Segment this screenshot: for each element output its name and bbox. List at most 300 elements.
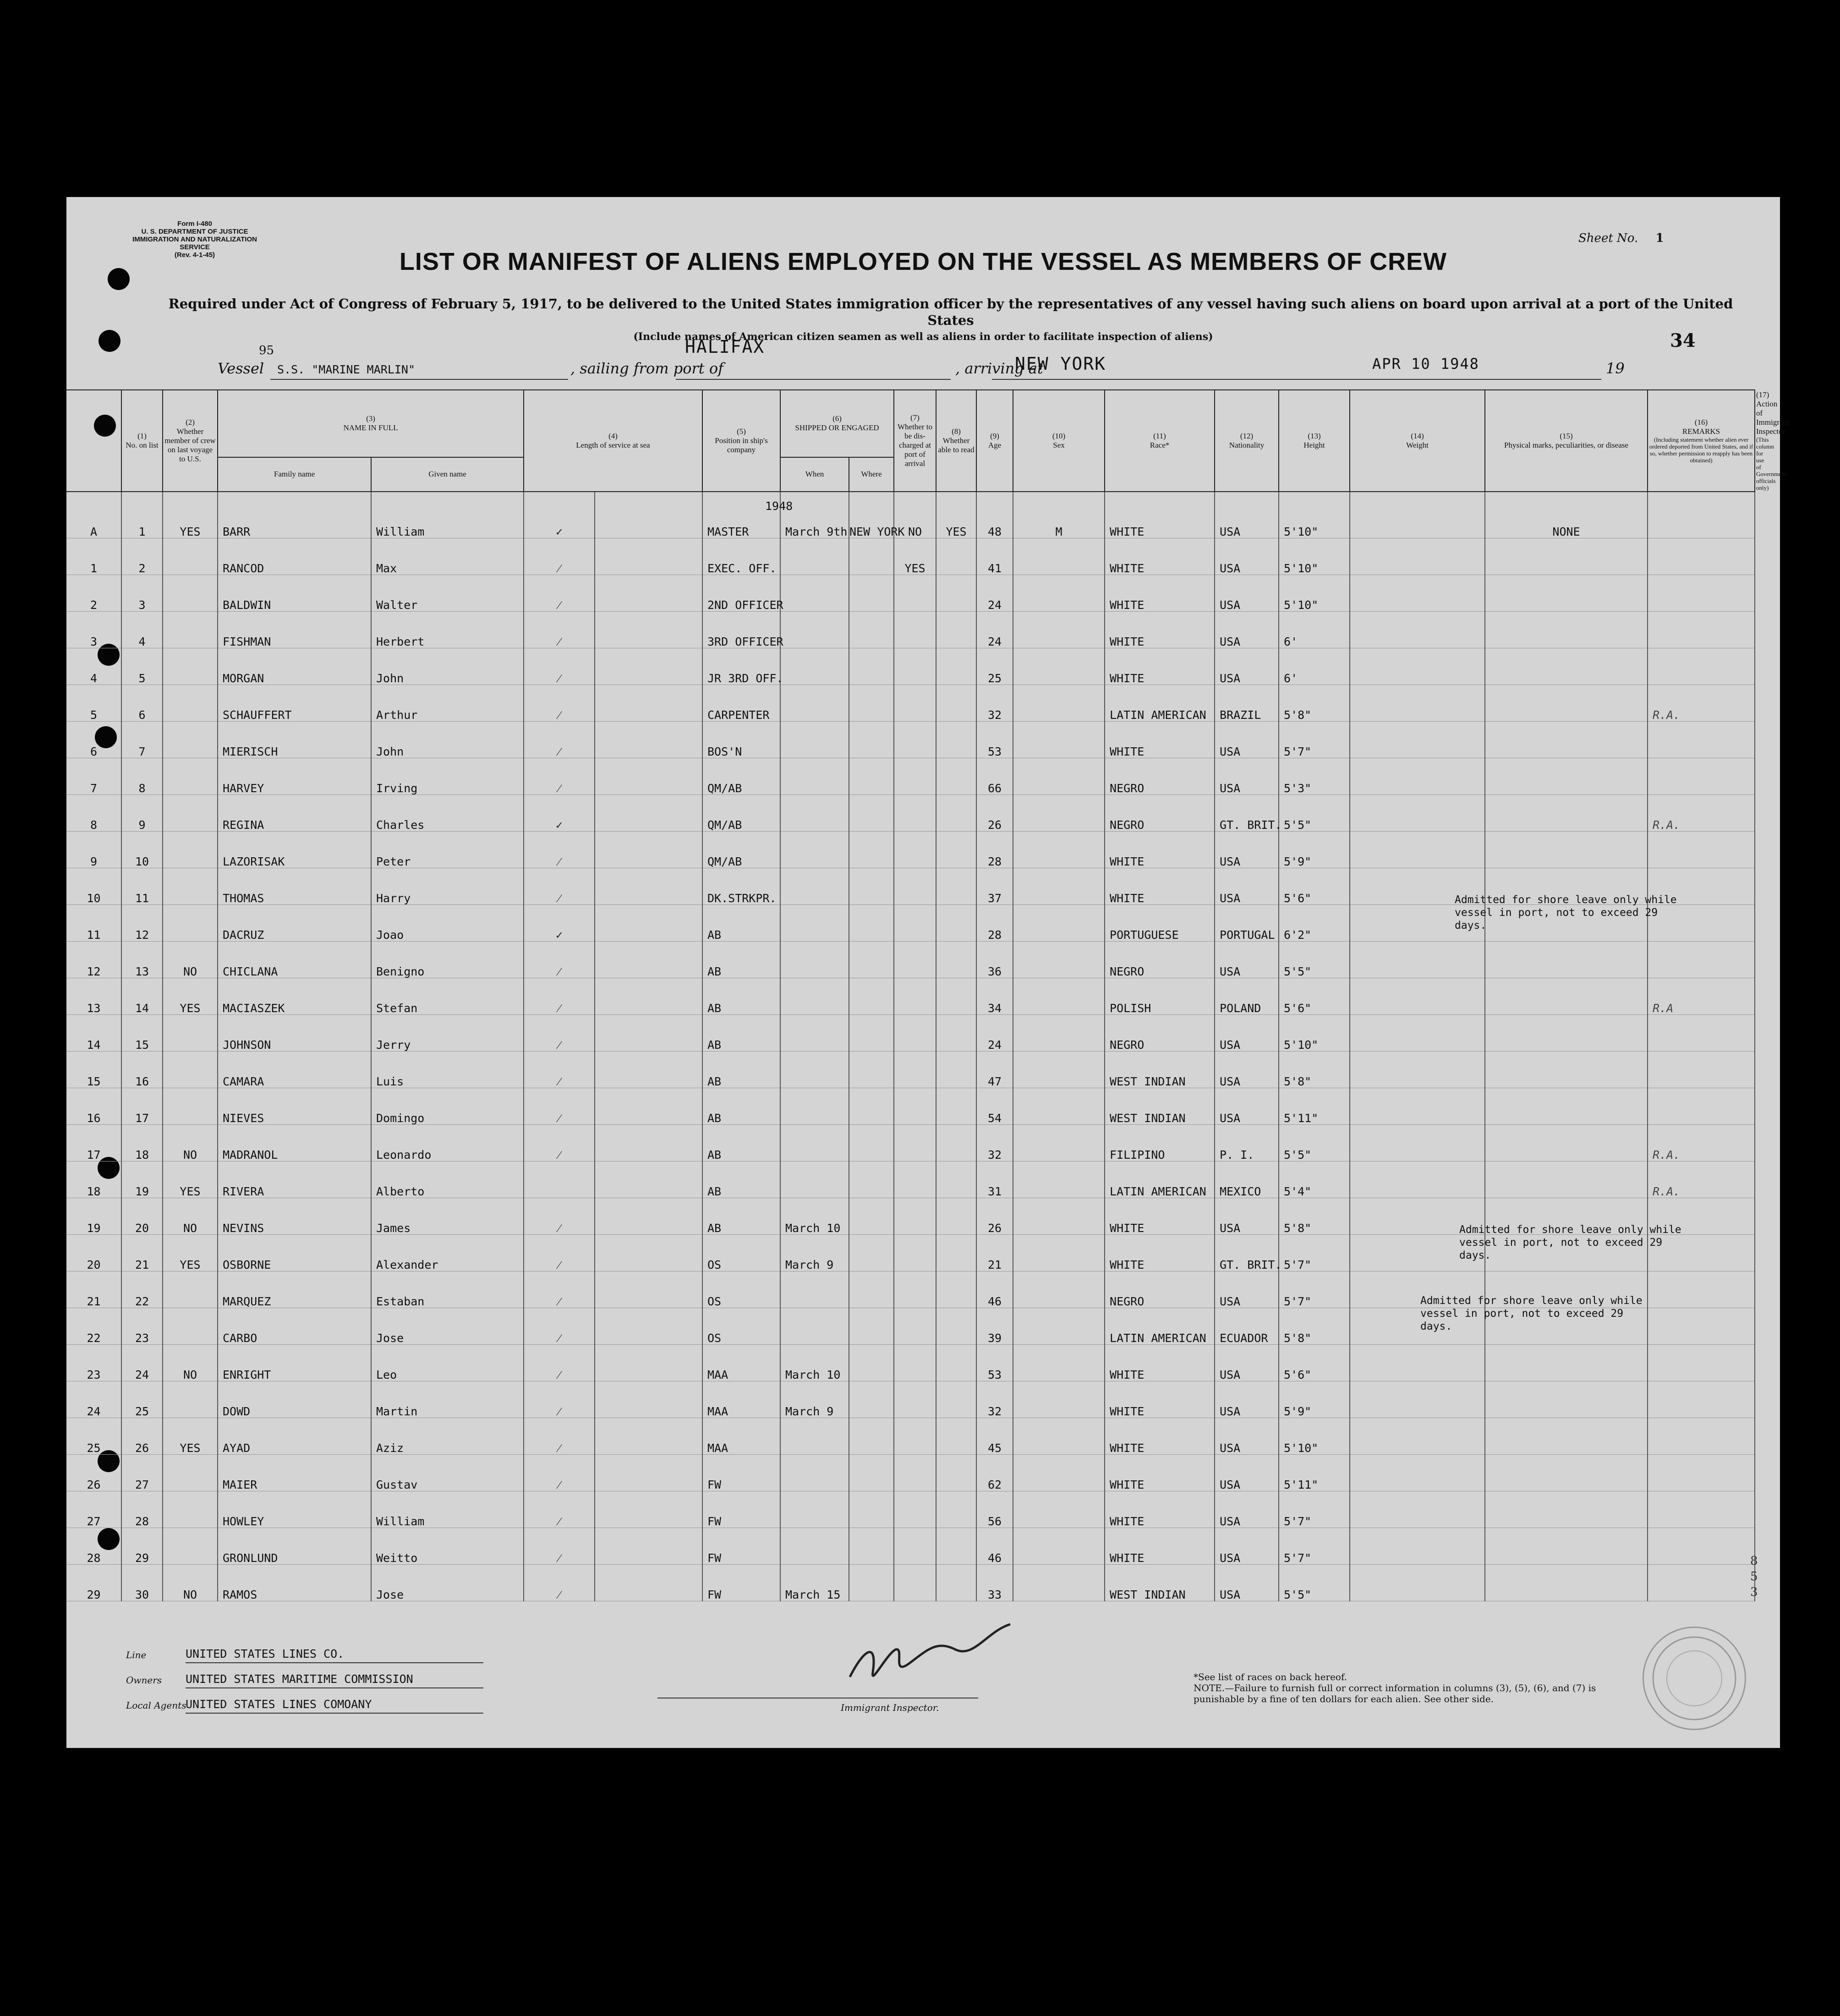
height: 5'10" <box>1279 575 1350 612</box>
col10-header: (10) Sex <box>1013 390 1105 492</box>
given-name: John <box>371 722 524 758</box>
table-row <box>66 1528 1755 1565</box>
physical-marks <box>1485 1491 1648 1528</box>
table-row <box>66 612 1755 648</box>
able-to-read <box>936 1491 976 1528</box>
age: 46 <box>976 1271 1013 1308</box>
weight <box>1350 1052 1485 1088</box>
weight <box>1350 1528 1485 1565</box>
service-check: ⁄ <box>524 1418 595 1455</box>
col1-header: (1) No. on list <box>121 390 163 492</box>
position: AB <box>702 1052 780 1088</box>
family-name: GRONLUND <box>218 1528 371 1565</box>
instruction-note: (Include names of American citizen seamen as well as aliens in order to facilitate inspection of aliens) <box>633 331 1213 343</box>
discharged <box>894 648 936 685</box>
service-name: IMMIGRATION AND NATURALIZATION SERVICE <box>132 236 257 251</box>
able-to-read <box>936 1381 976 1418</box>
nationality: PORTUGAL <box>1215 905 1279 942</box>
nationality: USA <box>1215 612 1279 648</box>
table-row <box>66 1418 1755 1455</box>
given-name: Max <box>371 538 524 575</box>
last-voyage <box>163 758 218 795</box>
department-name: U. S. DEPARTMENT OF JUSTICE <box>141 228 248 236</box>
shipped-where <box>849 1418 894 1455</box>
family-name: DOWD <box>218 1381 371 1418</box>
service-blank <box>595 905 702 942</box>
service-check: ⁄ <box>524 942 595 978</box>
col7-header: (7) Whether to be dis-charged at port of arrival <box>894 390 936 492</box>
position: AB <box>702 1161 780 1198</box>
list-number: 5 <box>121 648 163 685</box>
age: 31 <box>976 1161 1013 1198</box>
shipped-where <box>849 758 894 795</box>
height: 5'6" <box>1279 978 1350 1015</box>
row-mark: 13 <box>66 978 121 1015</box>
discharged <box>894 1271 936 1308</box>
list-number: 8 <box>121 758 163 795</box>
row-mark: 23 <box>66 1345 121 1381</box>
service-blank <box>595 1125 702 1161</box>
able-to-read <box>936 1088 976 1125</box>
sex <box>1013 538 1105 575</box>
sheet-number-label: Sheet No. <box>1578 231 1638 245</box>
shipped-when <box>780 1491 849 1528</box>
shipped-where <box>849 685 894 722</box>
shipped-when <box>780 1015 849 1052</box>
shipped-when: March 9 <box>780 1235 849 1271</box>
sex <box>1013 905 1105 942</box>
service-check: ⁄ <box>524 1565 595 1601</box>
age: 28 <box>976 905 1013 942</box>
service-blank <box>595 1271 702 1308</box>
height: 5'8" <box>1279 1308 1350 1345</box>
nationality: P. I. <box>1215 1125 1279 1161</box>
nationality: USA <box>1215 1565 1279 1601</box>
physical-marks <box>1485 795 1648 832</box>
nationality: USA <box>1215 1088 1279 1125</box>
age: 25 <box>976 648 1013 685</box>
height: 6' <box>1279 648 1350 685</box>
age: 24 <box>976 575 1013 612</box>
nationality: USA <box>1215 942 1279 978</box>
height: 5'5" <box>1279 942 1350 978</box>
shipped-when <box>780 538 849 575</box>
service-check: ⁄ <box>524 1528 595 1565</box>
col16-header: (16) REMARKS (Including statement whether alien ever ordered deported from United States, and if so, whether permission to reapply has been obtained) <box>1648 390 1755 492</box>
weight <box>1350 612 1485 648</box>
age: 33 <box>976 1565 1013 1601</box>
given-name: Leo <box>371 1345 524 1381</box>
service-check: ⁄ <box>524 1125 595 1161</box>
shipped-where <box>849 1491 894 1528</box>
height: 5'8" <box>1279 1198 1350 1235</box>
weight <box>1350 575 1485 612</box>
service-check: ⁄ <box>524 1345 595 1381</box>
physical-marks <box>1485 538 1648 575</box>
race: WHITE <box>1105 612 1215 648</box>
shipped-when <box>780 942 849 978</box>
race: WHITE <box>1105 538 1215 575</box>
remarks: R.A. <box>1648 685 1755 722</box>
shipped-when <box>780 978 849 1015</box>
row-mark: 1 <box>66 538 121 575</box>
service-blank <box>595 1381 702 1418</box>
age: 32 <box>976 1125 1013 1161</box>
able-to-read <box>936 1528 976 1565</box>
remarks <box>1648 1088 1755 1125</box>
remarks <box>1648 832 1755 868</box>
col3-header: (3) NAME IN FULL <box>218 390 524 457</box>
weight <box>1350 758 1485 795</box>
nationality: POLAND <box>1215 978 1279 1015</box>
row-mark: 8 <box>66 795 121 832</box>
list-number: 28 <box>121 1491 163 1528</box>
remarks: R.A <box>1648 978 1755 1015</box>
races-note: *See list of races on back hereof. <box>1194 1671 1347 1682</box>
table-row <box>66 492 1755 538</box>
shipped-when: March 9th <box>780 492 849 538</box>
discharged <box>894 1198 936 1235</box>
remarks: R.A. <box>1648 1161 1755 1198</box>
nationality: USA <box>1215 868 1279 905</box>
given-name: William <box>371 492 524 538</box>
last-voyage: YES <box>163 492 218 538</box>
crew-table: (1) No. on list (2) Whether member of crew on last voyage to U.S. (3) NAME IN FULL (4) Length of service at sea (5) Position in ship's company (6) SHIPPED OR ENGAGED (7) Whether to be dis-charged at port of arrival (8) Whether able to read (9) Age (10) Sex (11) Race* (12) Nationality (13) Height (14) Weight (15) Physical marks, peculiarities, or disease (16) REMARKS (Including statement whether alien ever ordered deported from United States, and if so, whether permission to reapply has been obtained) (17) Action of Immigrant Inspector (This column for use of Government officials only) Family name Given name When Where A 1 YES BARR William ✓ MASTER March 9th NEW YORK NO YES 48 M WHITE USA 5'10" NONE 1 2 RANCOD Max ⁄ EXEC. OFF. YES 41 WHITE USA 5'10" 2 3 BALDWIN Walter ⁄ 2ND OFFICER 24 WHITE USA 5'10" 3 4 FISHMAN Herbert ⁄ 3RD OFFICER 24 WHITE USA 6' 4 5 MORGAN John ⁄ JR 3RD OFF. 25 WHITE USA 6' 5 6 SCHAUFFERT Arthur ⁄ CARPENTER 32 LATIN AMERICAN BRAZIL 5'8" R.A. 6 7 MIERISCH John ⁄ BOS'N 53 WHITE USA 5'7" 7 8 HARVEY Irving ⁄ QM/AB 66 NEGRO USA 5'3" 8 9 REGINA Charles ✓ QM/AB 26 NEGRO GT. BRIT. 5'5" R.A. 9 10 LAZORISAK Peter ⁄ QM/AB 28 WHITE USA 5'9" 10 11 THOMAS Harry ⁄ DK.STRKPR. 37 WHITE USA 5'6" 11 12 DACRUZ Joao ✓ AB 28 PORTUGUESE PORTUGAL 6'2" 12 13 NO CHICLANA Benigno ⁄ AB 36 NEGRO USA 5'5" 13 14 YES MACIASZEK Stefan ⁄ AB 34 POLISH POLAND 5'6" R.A 14 15 JOHNSON Jerry ⁄ AB 24 NEGRO USA 5'10" 15 16 CAMARA Luis ⁄ AB 47 WEST INDIAN USA 5'8" 16 17 NIEVES Domingo ⁄ AB 54 WEST INDIAN USA 5'11" 17 18 NO MADRANOL Leonardo ⁄ AB 32 FILIPINO P. I. 5'5" R.A. 18 19 YES RIVERA Alberto AB 31 LATIN AMERICAN MEXICO 5'4" R.A. 19 20 NO NEVINS James ⁄ AB March 10 26 WHITE USA 5'8" 20 21 YES OSBORNE Alexander ⁄ OS March 9 21 WHITE GT. BRIT. 5'7" 21 22 MARQUEZ Estaban ⁄ OS 46 NEGRO USA 5'7" 22 23 CARBO Jose ⁄ OS 39 LATIN AMERICAN ECUADOR 5'8" 23 24 NO ENRIGHT Leo ⁄ MAA March 10 53 WHITE USA 5'6" 24 25 DOWD Martin ⁄ MAA March 9 32 WHITE USA 5'9" 25 26 YES AYAD Aziz ⁄ MAA 45 WHITE USA 5'10" 26 27 MAIER Gustav ⁄ FW 62 WHITE USA 5'11" 27 28 HOWLEY William ⁄ FW 56 WHITE USA 5'7" 28 29 GRONLUND Weitto ⁄ FW 46 WHITE USA 5'7" 29 30 NO RAMOS Jose ⁄ FW March 15 33 WEST INDIAN USA 5'5" <box>66 389 1755 1601</box>
shipped-where <box>849 1528 894 1565</box>
physical-marks <box>1485 758 1648 795</box>
row-mark: 3 <box>66 612 121 648</box>
family-name: NIEVES <box>218 1088 371 1125</box>
last-voyage: NO <box>163 1198 218 1235</box>
weight <box>1350 1418 1485 1455</box>
last-voyage: YES <box>163 1161 218 1198</box>
family-name: SCHAUFFERT <box>218 685 371 722</box>
last-voyage <box>163 1491 218 1528</box>
service-blank <box>595 1088 702 1125</box>
shipped-where <box>849 978 894 1015</box>
col8-header: (8) Whether able to read <box>936 390 976 492</box>
last-voyage <box>163 1052 218 1088</box>
race: NEGRO <box>1105 758 1215 795</box>
last-voyage: YES <box>163 1418 218 1455</box>
shipped-where <box>849 1125 894 1161</box>
sex <box>1013 1565 1105 1601</box>
weight <box>1350 1491 1485 1528</box>
list-number: 19 <box>121 1161 163 1198</box>
sex <box>1013 978 1105 1015</box>
service-blank <box>595 1235 702 1271</box>
remarks <box>1648 1491 1755 1528</box>
list-number: 2 <box>121 538 163 575</box>
service-check: ⁄ <box>524 978 595 1015</box>
agents-label: Local Agents <box>126 1700 186 1711</box>
page-title: LIST OR MANIFEST OF ALIENS EMPLOYED ON THE VESSEL AS MEMBERS OF CREW <box>399 248 1447 275</box>
weight <box>1350 1381 1485 1418</box>
service-check: ✓ <box>524 795 595 832</box>
given-name: John <box>371 648 524 685</box>
given-name: Jose <box>371 1308 524 1345</box>
remarks <box>1648 1418 1755 1455</box>
row-mark: 19 <box>66 1198 121 1235</box>
sex <box>1013 1491 1105 1528</box>
height: 5'6" <box>1279 1345 1350 1381</box>
weight <box>1350 978 1485 1015</box>
page-number: 34 <box>1670 330 1696 351</box>
height: 5'7" <box>1279 1271 1350 1308</box>
list-number: 3 <box>121 575 163 612</box>
family-name: RANCOD <box>218 538 371 575</box>
row-mark: 10 <box>66 868 121 905</box>
sex <box>1013 1418 1105 1455</box>
service-check: ⁄ <box>524 722 595 758</box>
owners-underline <box>186 1687 483 1688</box>
race: PORTUGUESE <box>1105 905 1215 942</box>
line-value: UNITED STATES LINES CO. <box>186 1647 345 1660</box>
age: 24 <box>976 612 1013 648</box>
shipped-when <box>780 1088 849 1125</box>
col13-header: (13) Height <box>1279 390 1350 492</box>
sex <box>1013 942 1105 978</box>
shipped-when: March 10 <box>780 1345 849 1381</box>
sex <box>1013 1198 1105 1235</box>
family-name: NEVINS <box>218 1198 371 1235</box>
nationality: USA <box>1215 1455 1279 1491</box>
shipped-when <box>780 612 849 648</box>
shipped-where <box>849 942 894 978</box>
sailing-port: HALIFAX <box>685 337 765 357</box>
service-blank <box>595 978 702 1015</box>
service-blank <box>595 1345 702 1381</box>
shipped-where <box>849 905 894 942</box>
given-name: Jose <box>371 1565 524 1601</box>
race: WEST INDIAN <box>1105 1088 1215 1125</box>
col6-header: (6) SHIPPED OR ENGAGED <box>780 390 894 457</box>
family-name: DACRUZ <box>218 905 371 942</box>
able-to-read <box>936 795 976 832</box>
discharged <box>894 795 936 832</box>
race: LATIN AMERICAN <box>1105 1161 1215 1198</box>
last-voyage <box>163 685 218 722</box>
nationality: USA <box>1215 1345 1279 1381</box>
weight <box>1350 1565 1485 1601</box>
given-name: Joao <box>371 905 524 942</box>
discharged <box>894 868 936 905</box>
service-blank <box>595 758 702 795</box>
discharged <box>894 1418 936 1455</box>
row-mark: 25 <box>66 1418 121 1455</box>
row-mark: 15 <box>66 1052 121 1088</box>
weight <box>1350 648 1485 685</box>
year-label: 19 <box>1606 360 1625 377</box>
shipped-when <box>780 1052 849 1088</box>
age: 53 <box>976 1345 1013 1381</box>
given-name: William <box>371 1491 524 1528</box>
nationality: USA <box>1215 575 1279 612</box>
discharged <box>894 1381 936 1418</box>
table-row <box>66 1565 1755 1601</box>
sex <box>1013 1235 1105 1271</box>
sex <box>1013 1125 1105 1161</box>
service-check: ⁄ <box>524 832 595 868</box>
given-name: Leonardo <box>371 1125 524 1161</box>
col12-header: (12) Nationality <box>1215 390 1279 492</box>
last-voyage <box>163 1015 218 1052</box>
list-number: 15 <box>121 1015 163 1052</box>
shipped-when <box>780 1271 849 1308</box>
service-blank <box>595 1161 702 1198</box>
remarks: R.A. <box>1648 1125 1755 1161</box>
service-blank <box>595 538 702 575</box>
nationality: USA <box>1215 1528 1279 1565</box>
list-number: 21 <box>121 1235 163 1271</box>
list-number: 22 <box>121 1271 163 1308</box>
sex <box>1013 1455 1105 1491</box>
physical-marks <box>1485 685 1648 722</box>
position: AB <box>702 1125 780 1161</box>
family-name-header: Family name <box>218 457 371 492</box>
race: WHITE <box>1105 648 1215 685</box>
service-check: ⁄ <box>524 575 595 612</box>
last-voyage: YES <box>163 978 218 1015</box>
physical-marks <box>1485 1381 1648 1418</box>
position: AB <box>702 905 780 942</box>
nationality: USA <box>1215 1271 1279 1308</box>
row-mark: 28 <box>66 1528 121 1565</box>
service-blank <box>595 1455 702 1491</box>
sex <box>1013 1381 1105 1418</box>
family-name: JOHNSON <box>218 1015 371 1052</box>
list-number: 26 <box>121 1418 163 1455</box>
nationality: USA <box>1215 1491 1279 1528</box>
side-numbers: 8 5 3 <box>1750 1554 1758 1599</box>
service-blank <box>595 1308 702 1345</box>
row-mark: 27 <box>66 1491 121 1528</box>
shipped-where <box>849 1271 894 1308</box>
row-mark: 14 <box>66 1015 121 1052</box>
shipped-when <box>780 685 849 722</box>
height: 5'9" <box>1279 832 1350 868</box>
when-header: When <box>780 457 849 492</box>
nationality: GT. BRIT. <box>1215 795 1279 832</box>
shipped-where <box>849 1565 894 1601</box>
shipped-where <box>849 795 894 832</box>
physical-marks <box>1485 1088 1648 1125</box>
list-number: 25 <box>121 1381 163 1418</box>
service-blank <box>595 1491 702 1528</box>
sailing-label: , sailing from port of <box>570 360 723 377</box>
sex <box>1013 1308 1105 1345</box>
shipped-when <box>780 722 849 758</box>
given-name: Stefan <box>371 978 524 1015</box>
physical-marks <box>1485 1418 1648 1455</box>
discharged <box>894 942 936 978</box>
race: WEST INDIAN <box>1105 1565 1215 1601</box>
race: WHITE <box>1105 1345 1215 1381</box>
able-to-read <box>936 685 976 722</box>
service-check: ⁄ <box>524 1052 595 1088</box>
family-name: BALDWIN <box>218 575 371 612</box>
manifest-sheet <box>66 197 1789 1748</box>
service-blank <box>595 868 702 905</box>
sex <box>1013 1271 1105 1308</box>
height: 5'3" <box>1279 758 1350 795</box>
height: 5'7" <box>1279 1528 1350 1565</box>
last-voyage <box>163 1308 218 1345</box>
last-voyage <box>163 1455 218 1491</box>
height: 5'5" <box>1279 1565 1350 1601</box>
discharged <box>894 1308 936 1345</box>
sex <box>1013 1161 1105 1198</box>
service-check: ⁄ <box>524 1308 595 1345</box>
physical-marks <box>1485 1052 1648 1088</box>
list-number: 23 <box>121 1308 163 1345</box>
shipped-where <box>849 1455 894 1491</box>
nationality: MEXICO <box>1215 1161 1279 1198</box>
given-name: Benigno <box>371 942 524 978</box>
age: 24 <box>976 1015 1013 1052</box>
table-row <box>66 832 1755 868</box>
position: EXEC. OFF. <box>702 538 780 575</box>
shipped-where <box>849 538 894 575</box>
able-to-read: YES <box>936 492 976 538</box>
col14-header: (14) Weight <box>1350 390 1485 492</box>
nationality: USA <box>1215 1418 1279 1455</box>
list-number: 20 <box>121 1198 163 1235</box>
service-check: ⁄ <box>524 758 595 795</box>
given-name: Arthur <box>371 685 524 722</box>
service-check: ⁄ <box>524 612 595 648</box>
service-blank <box>595 942 702 978</box>
service-blank <box>595 1565 702 1601</box>
shipped-where <box>849 722 894 758</box>
list-number: 30 <box>121 1565 163 1601</box>
list-number: 29 <box>121 1528 163 1565</box>
able-to-read <box>936 1565 976 1601</box>
list-number: 7 <box>121 722 163 758</box>
row-mark: 20 <box>66 1235 121 1271</box>
col9-header: (9) Age <box>976 390 1013 492</box>
list-number: 14 <box>121 978 163 1015</box>
table-row <box>66 685 1755 722</box>
able-to-read <box>936 1455 976 1491</box>
arrival-date: APR 10 1948 <box>1372 355 1479 373</box>
service-blank <box>595 1418 702 1455</box>
weight <box>1350 722 1485 758</box>
shipped-when: March 15 <box>780 1565 849 1601</box>
family-name: THOMAS <box>218 868 371 905</box>
row-mark: 4 <box>66 648 121 685</box>
age: 32 <box>976 1381 1013 1418</box>
service-check: ✓ <box>524 905 595 942</box>
shipped-where <box>849 612 894 648</box>
row-mark: A <box>66 492 121 538</box>
shipped-year: 1948 <box>765 499 793 513</box>
shipped-when <box>780 832 849 868</box>
height: 6' <box>1279 612 1350 648</box>
height: 5'10" <box>1279 1418 1350 1455</box>
table-row <box>66 1015 1755 1052</box>
sex <box>1013 1052 1105 1088</box>
shipped-when <box>780 758 849 795</box>
family-name: MARQUEZ <box>218 1271 371 1308</box>
service-check: ⁄ <box>524 1491 595 1528</box>
discharged <box>894 1455 936 1491</box>
age: 46 <box>976 1528 1013 1565</box>
remarks <box>1648 1345 1755 1381</box>
able-to-read <box>936 1015 976 1052</box>
race: WHITE <box>1105 832 1215 868</box>
height: 5'10" <box>1279 492 1350 538</box>
